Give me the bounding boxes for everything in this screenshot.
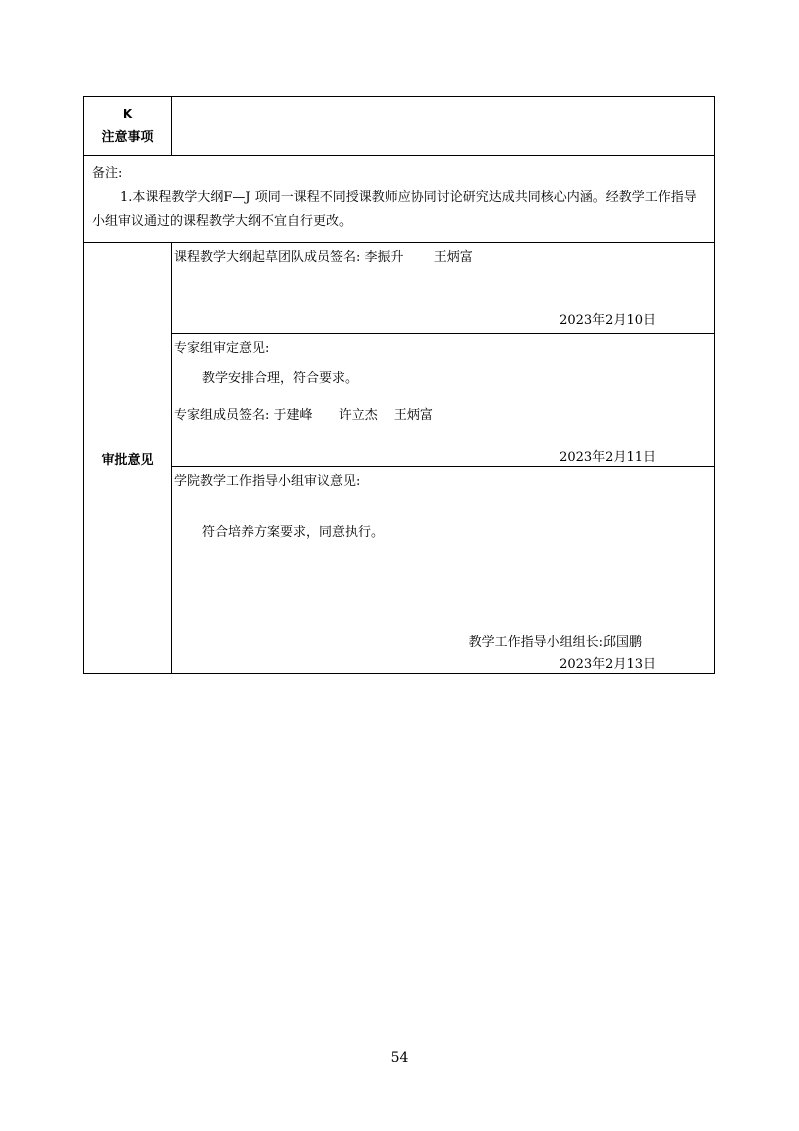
drafting-member-name: 王炳富	[433, 250, 473, 265]
expert-signature-label: 专家组成员签名:	[174, 408, 270, 423]
college-leader-label: 教学工作指导小组组长:	[468, 635, 603, 650]
drafting-signature-line	[174, 246, 473, 265]
college-group-cell	[172, 467, 715, 674]
syllabus-approval-table	[83, 96, 715, 674]
drafting-signature-label: 课程教学大纲起草团队成员签名:	[174, 250, 361, 265]
section-mark: K	[122, 107, 133, 121]
expert-group-cell	[172, 334, 715, 467]
expert-date: 2023年2月11日	[559, 450, 656, 465]
expert-opinion-label: 专家组审定意见:	[174, 341, 270, 356]
college-leader-line	[469, 631, 642, 650]
college-opinion-label: 学院教学工作指导小组审议意见:	[174, 474, 361, 489]
remarks-item: 1.本课程教学大纲F—J 项同一课程不同授课教师应协同讨论研究达成共同核心内涵。经教学工作指导小组审议通过的课程教学大纲不宜自行更改。	[92, 190, 697, 229]
remarks-title: 备注:	[92, 166, 123, 181]
drafting-date: 2023年2月10日	[559, 313, 656, 328]
notes-row	[84, 97, 715, 156]
page-number: 54	[390, 1050, 409, 1066]
expert-group-row	[84, 334, 715, 467]
expert-opinion: 教学安排合理，符合要求。	[202, 371, 359, 386]
expert-member-name: 王炳富	[393, 408, 433, 423]
notes-label: 注意事项	[101, 130, 154, 145]
college-opinion: 符合培养方案要求，同意执行。	[202, 525, 385, 540]
expert-member-name: 于建峰	[273, 408, 313, 423]
college-leader-name: 邱国鹏	[602, 635, 642, 650]
remarks-cell	[84, 156, 715, 243]
approval-label-cell	[84, 243, 172, 674]
college-group-row	[84, 467, 715, 674]
notes-content-cell	[172, 97, 715, 156]
drafting-team-row	[84, 243, 715, 334]
drafting-team-cell	[172, 243, 715, 334]
expert-signature-line	[174, 404, 433, 423]
approval-label: 审批意见	[101, 452, 154, 468]
remarks-row	[84, 156, 715, 243]
college-date: 2023年2月13日	[559, 657, 656, 672]
drafting-member-name: 李振升	[364, 250, 404, 265]
notes-label-cell	[84, 97, 172, 156]
expert-member-name: 许立杰	[338, 408, 378, 423]
